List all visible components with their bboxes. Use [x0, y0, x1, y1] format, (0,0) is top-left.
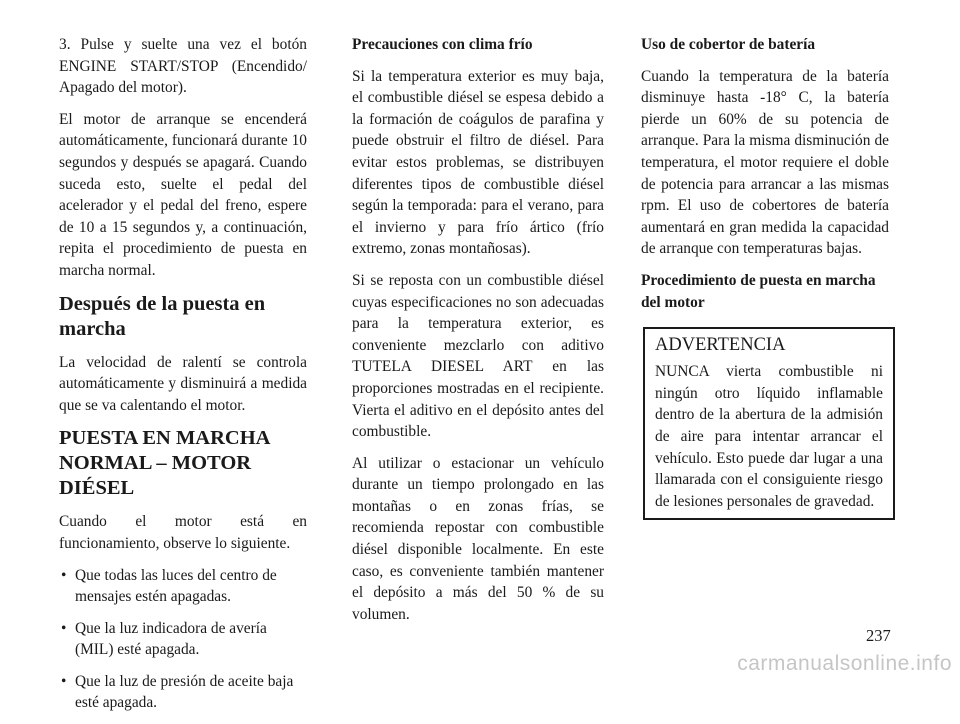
section-heading-after-start: Después de la puesta en marcha: [59, 292, 266, 340]
warning-text: NUNCA vierta combustible ni ningún otro líquido inflamable dentro de la abertura de la admisión de aire para intentar arrancar el vehículo. Esto puede dar lugar a una llamarada con el consiguiente riesgo de lesiones personales de gravedad.: [655, 363, 883, 510]
column-right: [641, 34, 889, 520]
paragraph-paraffin: Si la temperatura exterior es muy baja, el combustible diésel se espesa debido a la formación de coágulos de parafina y puede obstruir el filtro de diésel. Para evitar estos problemas, se distribuyen diferentes tipos de combustible diésel según la temporada: para el verano, para el invierno y para frío ártico (frío extremo, zonas montañosas).: [352, 67, 604, 258]
paragraph-additive: Si se reposta con un combustible diésel cuyas especificaciones no son adecuadas para la temperatura exterior, es conveniente mezclarlo con aditivo TUTELA DIESEL ART en las proporciones mostradas en el recipiente. Vierta el aditivo en el depósito antes del combustible.: [352, 271, 604, 441]
paragraph-starter: El motor de arranque se encenderá automáticamente, funcionará durante 10 segundos y después se apagará. Cuando suceda esto, suelte el pedal del acelerador y el pedal del freno, espere de 10 a 15 segundos y, a continuación, repita el procedimiento de puesta en marcha normal.: [59, 110, 307, 279]
warning-box: [643, 327, 895, 520]
list-item-text: Que la luz indicadora de avería (MIL) esté apagada.: [75, 619, 267, 659]
list-item-text: Que la luz de presión de aceite baja esté apagada.: [75, 672, 294, 712]
subheading-cold-weather: Precauciones con clima frío: [352, 36, 533, 53]
list-item: [59, 618, 307, 661]
checklist: [59, 565, 307, 715]
list-item-text: Que todas las luces del centro de mensajes estén apagadas.: [75, 566, 277, 606]
paragraph-mountains: Al utilizar o estacionar un vehículo durante un tiempo prolongado en las montañas o en zonas frías, se recomienda repostar con combustible diésel disponible localmente. En este caso, es conveniente también mantener el depósito a más del 50 % de su volumen.: [352, 454, 604, 623]
paragraph-observe: Cuando el motor está en funcionamiento, observe lo siguiente.: [59, 513, 307, 552]
bullet-icon: •: [61, 566, 67, 584]
column-left: [59, 34, 307, 724]
bullet-icon: •: [61, 672, 67, 690]
paragraph-battery: Cuando la temperatura de la batería disminuye hasta -18° C, la batería pierde un 60% de su potencia de arranque. Para la misma disminución de temperatura, el motor requiere el doble de potencia para arrancar a las mismas rpm. El uso de cobertores de batería aumentará en gran medida la capacidad de arranque con temperaturas bajas.: [641, 67, 889, 258]
paragraph-step3: 3. Pulse y suelte una vez el botón ENGINE START/STOP (Encendido/ Apagado del motor).: [59, 36, 307, 97]
section-heading-normal-start-diesel: PUESTA EN MARCHA NORMAL – MOTOR DIÉSEL: [59, 427, 270, 500]
warning-title: ADVERTENCIA: [655, 335, 786, 356]
list-item: [59, 565, 307, 608]
list-item: [59, 671, 307, 714]
subheading-battery-cover: Uso de cobertor de batería: [641, 36, 816, 53]
bullet-icon: •: [61, 619, 67, 637]
watermark: carmanualsonline.info: [737, 652, 952, 675]
page-number: 237: [866, 626, 891, 645]
paragraph-idle: La velocidad de ralentí se controla automáticamente y disminuirá a medida que se va calentando el motor.: [59, 353, 307, 414]
subheading-start-procedure: Procedimiento de puesta en marcha del motor: [641, 271, 876, 311]
column-middle: [352, 34, 604, 635]
